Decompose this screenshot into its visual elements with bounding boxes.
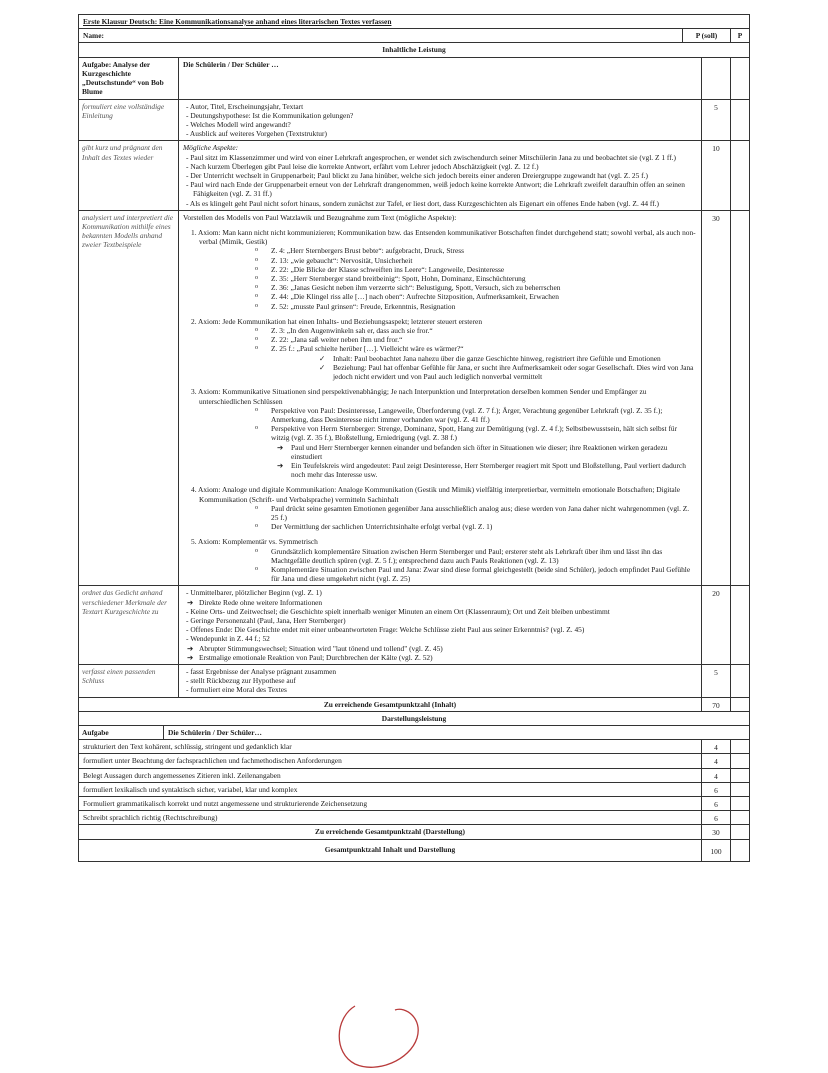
criterion-lead: Vorstellen des Modells von Paul Watzlawik und Bezugnahme zum Text (mögliche Aspekte): [183, 212, 457, 222]
points-achieved-cell[interactable] [730, 754, 749, 767]
criterion-points: 20 [701, 586, 730, 664]
axiom-example: o Z. 22: „Jana saß weiter neben ihm und fror.“ [191, 335, 697, 344]
presentation-points: 4 [701, 769, 730, 782]
criterion-item: - Paul wird nach Ende der Gruppenarbeit erneut von der Lehrkraft drangenommen, weiß jedoch keine korrekte Antwort; die Lehrkraft zweifelt daraufhin offen an seinen Fähigkeiten (vgl. Z. 31 ff.) [183, 180, 697, 198]
axiom-example: o Z. 22: „Die Blicke der Klasse schweiften ins Leere“: Langeweile, Desinteresse [191, 265, 697, 274]
presentation-points: 4 [701, 754, 730, 767]
content-section-title: Inhaltliche Leistung [382, 45, 446, 55]
check-item: ✓ Beziehung: Paul hat offenbar Gefühle für Jana, er sucht ihre Aufmerksamkeit oder sogar Gesellschaft. Dies wird von Jana jedoch nicht erwidert und von Paul auch lediglich nonverbal vermittelt [191, 363, 697, 381]
criterion-item: - fasst Ergebnisse der Analyse prägnant zusammen [183, 667, 697, 676]
presentation-points: 6 [701, 811, 730, 824]
presentation-points: 4 [701, 740, 730, 753]
points-achieved-cell[interactable] [730, 811, 749, 824]
criterion-item: - Wendepunkt in Z. 44 f.; 52 [183, 634, 697, 643]
points-achieved-cell[interactable] [730, 141, 749, 209]
criterion-item: - Nach kurzem Überlegen gibt Paul leise die korrekte Antwort, erfährt vom Lehrer jedoch Abschätzigkeit (vgl. Z. 12 f.) [183, 162, 697, 171]
presentation-section-row [78, 712, 750, 726]
points-achieved-cell[interactable] [730, 698, 749, 711]
criterion-item: - Offenes Ende: Die Geschichte endet mit einer unbeantworteten Frage: Welche Schlüsse zieht Paul aus seiner Erkenntnis? (vgl. Z. 45) [183, 625, 697, 634]
axiom-example: o Z. 44: „Die Klingel riss alle […] nach oben“: Aufrechte Sitzposition, Aufmerksamkeit, Erwachen [191, 292, 697, 301]
exam-title: Erste Klausur Deutsch: Eine Kommunikationsanalyse anhand eines literarischen Textes verfassen [83, 17, 392, 26]
axiom-example: o Perspektive von Herrn Sternberger: Strenge, Dominanz, Spott, Hang zur Demütigung (vgl. Z. 4 f.); Selbstbewusstsein, hält sich selbst für witzig (vgl. Z. 35 f.), Bloßstellung, Erniedrigung (vgl. Z. 38 f.) [191, 424, 697, 442]
presentation-criterion: Belegt Aussagen durch angemessenes Zitieren inkl. Zeilenangaben [83, 770, 281, 780]
presentation-row [78, 769, 750, 783]
axiom-example: o Grundsätzlich komplementäre Situation zwischen Herrn Sternberger und Paul; ersterer steht als Lehrkraft über ihm und lässt ihn das Machtgefälle deutlich spüren (vgl. Z. 5 f.); entsprechend dazu auch Pauls Reaktionen (vgl. Z. 13) [191, 547, 697, 565]
criterion-row [78, 100, 750, 142]
student-header: Die Schülerin / Der Schüler … [183, 59, 279, 69]
task-label: Aufgabe: Analyse der Kurzgeschichte „Deutschstunde“ von Bob Blume [79, 58, 179, 99]
criterion-points: 10 [701, 141, 730, 209]
criterion-aspect: formuliert eine vollständige Einleitung [79, 100, 179, 141]
presentation-criterion: strukturiert den Text kohärent, schlüssig, stringent und gedanklich klar [83, 742, 292, 752]
presentation-total-row [78, 825, 750, 839]
axiom-example: o Perspektive von Paul: Desinteresse, Langeweile, Überforderung (vgl. Z. 7 f.); Ärger, Verachtung gegenüber Lehrkraft (vgl. Z. 35 f.); Anmerkung, dass Desinteresse nicht immer vorhanden war (vgl. Z. 41 ff.) [191, 406, 697, 424]
axiom-4-title: 4. Axiom: Analoge und digitale Kommunikation: Analoge Kommunikation (Gestik und Mimik) vielfältig interpretierbar, vermitteln emotionale Botschaften; Digitale Kommunikation (Schrift- und Verbalsprache) vermitteln Sachinhalt [191, 485, 681, 504]
criterion-item: - Keine Orts- und Zeitwechsel; die Geschichte spielt innerhalb weniger Minuten an einem Ort (Klassenraum); Ort und Zeit bleiben unbestimmt [183, 607, 697, 616]
criterion-aspect: verfasst einen passenden Schluss [79, 665, 179, 697]
criterion-aspect: ordnet das Gedicht anhand verschiedener Merkmale der Textart Kurzgeschichte zu [79, 586, 179, 664]
content-total-row [78, 698, 750, 712]
criterion-points: 5 [701, 100, 730, 141]
points-achieved-cell[interactable] [730, 100, 749, 141]
criterion-row [78, 586, 750, 665]
arrow-item: ➔ Ein Teufelskreis wird angedeutet: Paul zeigt Desinteresse, Herr Sternberger reagiert mit Spott und Bloßstellung, Paul verliert dadurch noch mehr das Interesse usw. [191, 461, 697, 479]
axiom-2-title: 2. Axiom: Jede Kommunikation hat einen Inhalts- und Beziehungsaspekt; letzterer steuert ersteren [191, 316, 483, 326]
criterion-item: - Der Unterricht wechselt in Gruppenarbeit; Paul blickt zu Jana hinüber, welche sich jedoch bereits einer anderen Dreiergruppe zugewandt hat (vgl. Z. 25 f.) [183, 171, 697, 180]
name-label: Name: [83, 31, 104, 41]
points-achieved-cell[interactable] [730, 665, 749, 697]
axiom-example: o Z. 25 f.: „Paul schielte herüber […]. Vielleicht wäre es wärmer?“ [191, 344, 697, 353]
p-header: P [730, 29, 749, 42]
criterion-item: - Autor, Titel, Erscheinungsjahr, Textart [183, 102, 697, 111]
name-row [78, 29, 750, 43]
axiom-example: o Z. 52: „musste Paul grinsen“: Freude, Erkenntnis, Resignation [191, 302, 697, 311]
presentation-criterion: Formuliert grammatikalisch korrekt und nutzt angemessene und strukturierende Zeichensetzung [83, 799, 368, 809]
axiom-example: o Z. 36: „Janas Gesicht neben ihm verzerrte sich“: Belustigung, Spott, Versuch, sich zu beherrschen [191, 283, 697, 292]
criterion-item: - Als es klingelt geht Paul nicht sofort hinaus, sondern zunächst zur Tafel, er liest dort, dass Kurzgeschichten als Eigenart ein offenes Ende haben (vgl. Z. 44 ff.) [183, 199, 697, 208]
criterion-item: - Geringe Personenzahl (Paul, Jana, Herr Sternberger) [183, 616, 697, 625]
grand-total-points: 100 [701, 840, 730, 861]
criterion-row [78, 665, 750, 698]
title-row [78, 14, 750, 29]
points-achieved-cell[interactable] [730, 586, 749, 664]
arrow-item: ➔ Abrupter Stimmungswechsel; Situation wird "laut tönend und tollend" (vgl. Z. 45) [183, 644, 697, 653]
axiom-example: o Paul drückt seine gesamten Emotionen gegenüber Jana ausschließlich analog aus; diese werden von Jana daher nicht wahrgenommen (vgl. Z. 25 f.) [191, 504, 697, 522]
axiom-1-title: 1. Axiom: Man kann nicht nicht kommunizieren; Kommunikation bzw. das Entsenden kommunikativer Botschaften findet durchgehend statt; sowohl verbal, als auch non-verbal (Mimik, Gestik) [191, 228, 696, 247]
presentation-header-row [78, 726, 750, 740]
axiom-example: o Z. 35: „Herr Sternberger stand breitbeinig“: Spott, Hohn, Dominanz, Einschüchterung [191, 274, 697, 283]
points-achieved-cell[interactable] [730, 840, 749, 861]
presentation-student-header: Die Schülerin / Der Schüler… [168, 728, 262, 737]
points-achieved-cell[interactable] [730, 769, 749, 782]
presentation-section-title: Darstellungsleistung [381, 713, 447, 723]
points-achieved-cell[interactable] [730, 825, 749, 838]
criterion-points: 5 [701, 665, 730, 697]
presentation-criterion: formuliert lexikalisch und syntaktisch sicher, variabel, klar und komplex [83, 784, 298, 794]
axiom-example: o Z. 13: „wie gebaucht“: Nervosität, Unsicherheit [191, 256, 697, 265]
grading-sheet [78, 14, 750, 862]
arrow-item: ➔ Erstmalige emotionale Reaktion von Paul; Durchbrechen der Kälte (vgl. Z. 52) [183, 653, 697, 662]
criterion-item: - formuliert eine Moral des Textes [183, 685, 697, 694]
presentation-criterion: formuliert unter Beachtung der fachsprachlichen und fachmethodischen Anforderungen [83, 756, 342, 766]
criterion-item: - Deutungshypothese: Ist die Kommunikation gelungen? [183, 111, 697, 120]
criterion-row [78, 211, 750, 587]
arrow-item: ➔ Paul und Herr Sternberger kennen einander und befanden sich öfter in Situationen wie dieser; ihre Reaktionen wirken geradezu einstudiert [191, 443, 697, 461]
presentation-task-header: Aufgabe [79, 726, 164, 739]
content-total-label: Zu erreichende Gesamtpunktzahl (Inhalt) [323, 699, 457, 709]
criterion-item: - Unmittelbarer, plötzlicher Beginn (vgl. Z. 1) [183, 588, 697, 597]
presentation-points: 6 [701, 797, 730, 810]
axiom-example: o Z. 4: „Herr Sternbergers Brust bebte“: aufgebracht, Druck, Stress [191, 246, 697, 255]
criterion-item: - Paul sitzt im Klassenzimmer und wird von einer Lehrkraft angesprochen, er wendet sich zwischendurch seiner Mitschülerin Jana zu und beobachtet sie (vgl. Z 1 ff.) [183, 153, 697, 162]
arrow-item: ➔ Direkte Rede ohne weitere Informationen [183, 598, 697, 607]
check-item: ✓ Inhalt: Paul beobachtet Jana nahezu über die ganze Geschichte hinweg, registriert ihre Gefühle und Emotionen [191, 354, 697, 363]
points-achieved-cell[interactable] [730, 797, 749, 810]
presentation-criterion: Schreibt sprachlich richtig (Rechtschreibung) [83, 813, 218, 823]
criterion-aspect: gibt kurz und prägnant den Inhalt des Textes wieder [79, 141, 179, 209]
content-section-row [78, 43, 750, 57]
axiom-5-title: 5. Axiom: Komplementär vs. Symmetrisch [191, 537, 318, 547]
points-achieved-cell[interactable] [730, 211, 749, 586]
presentation-total-points: 30 [701, 825, 730, 838]
axiom-example: o Komplementäre Situation zwischen Paul und Jana: Zwar sind diese formal gleichgestellt (beide sind Schüler), jedoch empfindet Paul Gefühle für Jana und diese umgekehrt nicht (vgl. Z. 25) [191, 565, 697, 583]
presentation-row [78, 754, 750, 768]
criterion-lead: Mögliche Aspekte: [183, 143, 239, 153]
content-total-points: 70 [701, 698, 730, 711]
presentation-row [78, 783, 750, 797]
criterion-aspect: analysiert und interpretiert die Kommunikation mithilfe eines bekannten Modells anhand zweier Textbeispiele [79, 211, 179, 586]
points-achieved-cell[interactable] [730, 783, 749, 796]
presentation-row [78, 740, 750, 754]
criterion-points: 30 [701, 211, 730, 586]
handwritten-circle-mark [325, 998, 425, 1073]
axiom-example: o Z. 3: „In den Augenwinkeln sah er, dass auch sie fror.“ [191, 326, 697, 335]
task-row [78, 58, 750, 100]
grand-total-label: Gesamtpunktzahl Inhalt und Darstellung [324, 844, 456, 854]
criterion-row [78, 141, 750, 210]
criterion-item: - Welches Modell wird angewandt? [183, 120, 697, 129]
presentation-points: 6 [701, 783, 730, 796]
criterion-item: - stellt Rückbezug zur Hypothese auf [183, 676, 697, 685]
points-achieved-cell[interactable] [730, 740, 749, 753]
presentation-row [78, 797, 750, 811]
grand-total-row [78, 840, 750, 862]
criterion-item: - Ausblick auf weiteres Vorgehen (Textstruktur) [183, 129, 697, 138]
presentation-total-label: Zu erreichende Gesamtpunktzahl (Darstellung) [315, 827, 465, 837]
soll-header: P (soll) [682, 29, 730, 42]
presentation-row [78, 811, 750, 825]
axiom-3-title: 3. Axiom: Kommunikative Situationen sind perspektivenabhängig; Je nach Interpunktion und Interpretation derselben kommen Sender und Empfänger zu unterschiedlichen Schlüssen [191, 387, 647, 406]
axiom-example: o Der Vermittlung der sachlichen Unterrichtsinhalte erfolgt verbal (vgl. Z. 1) [191, 522, 697, 531]
